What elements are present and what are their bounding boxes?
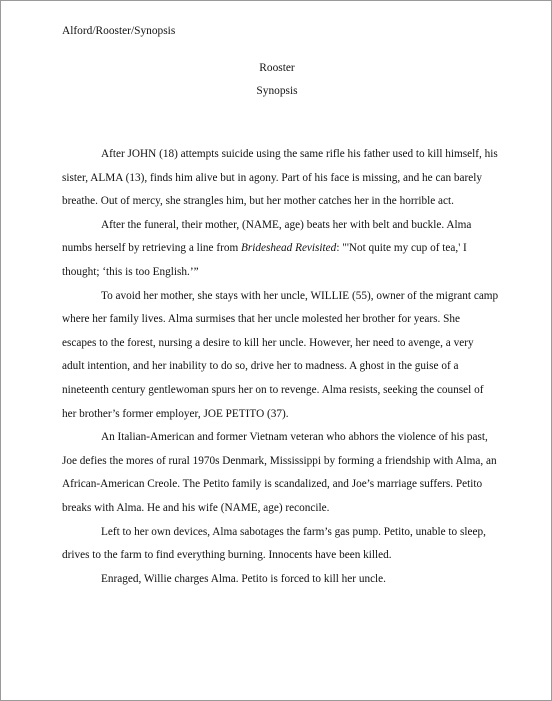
synopsis-body <box>62 143 499 591</box>
text-line: Joe defies the mores of rural 1970s Denmark, Mississippi by forming a friendship with Alma, an <box>62 454 497 467</box>
book-title: Brideshead Revisited <box>241 242 337 255</box>
text-line: After the funeral, their mother, (NAME, age) beats her with belt and buckle. Alma <box>101 218 472 231</box>
text-line: sister, ALMA (13), finds him alive but in agony. Part of his face is missing, and he can barely <box>62 171 482 184</box>
paragraph-3 <box>62 285 499 427</box>
quote-start: : "'Not quite my cup of tea,' I <box>336 242 467 255</box>
text-line: After JOHN (18) attempts suicide using the same rifle his father used to kill himself, his <box>101 148 498 160</box>
paragraph-2 <box>62 214 490 285</box>
text-line: breaks with Alma. He and his wife (NAME, age) reconcile. <box>62 501 330 514</box>
text-line: Left to her own devices, Alma sabotages the farm’s gas pump. Petito, unable to sleep, <box>101 525 486 538</box>
paragraph-4 <box>62 426 497 520</box>
text-line: where her family lives. Alma surmises that her uncle molested her brother for years. She <box>62 313 461 326</box>
document-subtitle: Synopsis <box>256 85 298 97</box>
text-line: An Italian-American and former Vietnam veteran who abhors the violence of his past, <box>101 431 488 444</box>
paragraph-6 <box>62 568 490 592</box>
running-header: Alford/Rooster/Synopsis <box>62 25 176 37</box>
paragraph-1 <box>62 143 498 214</box>
document-title: Rooster <box>259 62 295 74</box>
text-line-with-book-title <box>62 237 490 261</box>
text-line: escapes to the forest, nursing a desire to kill her uncle. However, her need to avenge, a very <box>62 336 474 349</box>
text-line: adult intention, and her inability to do so, drive her to madness. A ghost in the guise of a <box>62 360 459 373</box>
text-line: nineteenth century gentlewoman spurs her on to revenge. Alma resists, seeking the counsel of <box>62 383 484 396</box>
text-segment: numbs herself by retrieving a line from <box>62 242 242 255</box>
paragraph-5 <box>62 521 490 568</box>
text-line: African-American Creole. The Petito family is scandalized, and Joe’s marriage suffers. Petito <box>62 478 483 491</box>
text-line: To avoid her mother, she stays with her uncle, WILLIE (55), owner of the migrant camp <box>101 289 499 302</box>
text-line: her brother’s former employer, JOE PETITO (37). <box>62 407 289 420</box>
text-line: Enraged, Willie charges Alma. Petito is forced to kill her uncle. <box>101 572 386 585</box>
text-line: breathe. Out of mercy, she strangles him, but her mother catches her in the horrible act. <box>62 195 454 208</box>
text-line: drives to the farm to find everything burning. Innocents have been killed. <box>62 549 392 562</box>
text-line: thought; ‘this is too English.’” <box>62 265 199 278</box>
